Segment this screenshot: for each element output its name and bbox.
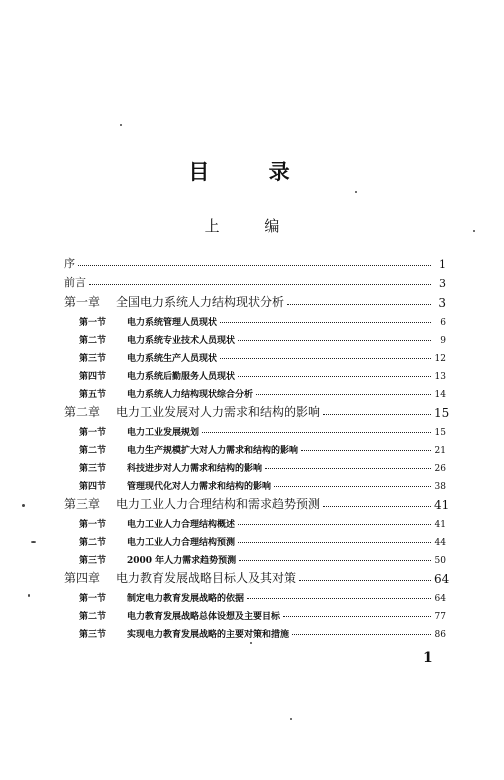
toc-entry-number: 第二节 [79,538,107,548]
dot-leader [220,322,431,323]
dot-leader [287,304,431,305]
toc-entry-title: 电力教育发展战略总体设想及主要目标 [127,612,281,622]
toc-entry-number: 第三节 [79,464,107,474]
toc-entry-number: 第二节 [79,446,107,456]
toc-entry-page: 41 [434,498,450,512]
toc-entry-title: 电力工业人力合理结构概述 [127,520,236,530]
scan-speck [120,124,122,126]
toc-entry-page: 21 [434,446,446,456]
toc-entry-title: 制定电力教育发展战略的依据 [127,594,245,604]
table-of-contents [64,252,450,640]
dot-leader [323,506,431,507]
toc-entry-number: 第四节 [79,482,107,492]
dot-leader [274,486,431,487]
toc-entry-page: 41 [434,520,446,530]
toc-entry-title: 电力系统后勤服务人员现状 [127,372,236,382]
toc-entry-title: 科技进步对人力需求和结构的影响 [127,464,263,474]
toc-section-row [64,382,446,400]
toc-chapter-row [64,566,450,586]
dot-leader [238,542,431,543]
toc-entry-page: 9 [440,336,446,346]
toc-entry-title: 电力工业发展对人力需求和结构的影响 [116,405,321,419]
toc-entry-title: 2000 年人力需求趋势预测 [127,556,237,566]
toc-chapter-row [64,492,450,512]
toc-section-row [64,456,446,474]
toc-entry-title: 管理现代化对人力需求和结构的影响 [127,482,272,492]
toc-entry-title: 电力系统专业技术人员现状 [127,336,236,346]
toc-chapter-row [64,290,446,310]
toc-entry-page: 44 [434,538,446,548]
toc-section-row [64,420,446,438]
dot-leader [301,450,431,451]
toc-entry-title: 实现电力教育发展战略的主要对策和措施 [127,630,290,640]
toc-entry-title: 电力生产规模扩大对人力需求和结构的影响 [127,446,299,456]
scan-speck [290,718,292,720]
toc-section-row [64,622,446,640]
toc-section-row [64,364,446,382]
toc-entry-number: 第二章 [64,405,101,419]
toc-entry-page: 64 [434,572,450,586]
toc-entry-page: 15 [434,406,450,420]
scan-speck [473,230,475,232]
dot-leader [78,265,431,266]
toc-entry-page: 26 [434,464,446,474]
dot-leader [265,468,431,469]
scan-speck [250,642,252,644]
toc-title: 目 录 [188,160,316,184]
toc-entry-title: 序 [64,257,75,270]
toc-section-row [64,310,446,328]
toc-entry-page: 12 [434,354,446,364]
toc-entry-page: 13 [434,372,446,382]
toc-entry-page: 6 [440,318,446,328]
toc-entry-page: 3 [439,277,446,290]
toc-entry-number: 第一节 [79,594,107,604]
toc-entry-number: 第四节 [79,372,107,382]
dot-leader [323,414,431,415]
toc-entry-number: 第四章 [64,571,101,585]
toc-section-row [64,586,446,604]
toc-entry-number: 第二节 [79,336,107,346]
toc-entry-page: 64 [434,594,446,604]
dot-leader [238,340,431,341]
dot-leader [239,560,431,561]
toc-entry-number: 第三节 [79,556,107,566]
toc-entry-page: 3 [438,296,446,310]
toc-entry-page: 86 [434,630,446,640]
toc-entry-title: 电力工业人力合理结构预测 [127,538,236,548]
toc-section-row [64,512,446,530]
toc-entry-page: 77 [434,612,446,622]
toc-entry-title: 电力系统人力结构现状综合分析 [127,390,254,400]
toc-entry-number: 第五节 [79,390,107,400]
toc-entry-number: 第一节 [79,428,107,438]
toc-front-row [64,271,446,290]
toc-entry-number: 第一节 [79,318,107,328]
toc-section-row [64,530,446,548]
toc-entry-title: 电力工业发展规划 [127,428,200,438]
toc-entry-title: 前言 [64,276,86,289]
dot-leader [89,284,431,285]
toc-section-row [64,548,446,566]
toc-entry-title: 全国电力系统人力结构现状分析 [116,295,285,309]
dot-leader [256,394,431,395]
toc-entry-page: 50 [434,556,446,566]
part-heading: 上 编 [204,217,300,235]
toc-section-row [64,438,446,456]
scan-speck [22,504,25,507]
toc-entry-page: 14 [434,390,446,400]
toc-entry-title: 电力教育发展战略目标人及其对策 [116,571,297,585]
toc-front-row [64,252,446,271]
scan-speck [355,191,357,193]
toc-section-row [64,346,446,364]
toc-section-row [64,328,446,346]
toc-entry-number: 第三节 [79,354,107,364]
dot-leader [283,616,431,617]
toc-entry-page: 38 [434,482,446,492]
dot-leader [238,376,431,377]
scan-speck [31,541,36,543]
toc-entry-page: 1 [439,258,446,271]
toc-entry-page: 15 [434,428,446,438]
toc-section-row [64,604,446,622]
toc-entry-number: 第一节 [79,520,107,530]
toc-entry-title: 电力工业人力合理结构和需求趋势预测 [116,497,321,511]
toc-entry-number: 第一章 [64,295,101,309]
dot-leader [220,358,431,359]
toc-entry-title: 电力系统生产人员现状 [127,354,218,364]
scan-speck [28,594,30,597]
dot-leader [238,524,431,525]
toc-entry-number: 第三章 [64,497,101,511]
dot-leader [292,634,431,635]
toc-section-row [64,474,446,492]
toc-entry-number: 第二节 [79,612,107,622]
toc-chapter-row [64,400,450,420]
page-number: 1 [423,650,433,666]
dot-leader [299,580,431,581]
dot-leader [247,598,431,599]
dot-leader [202,432,431,433]
toc-entry-title: 电力系统管理人员现状 [127,318,218,328]
toc-entry-number: 第三节 [79,630,107,640]
